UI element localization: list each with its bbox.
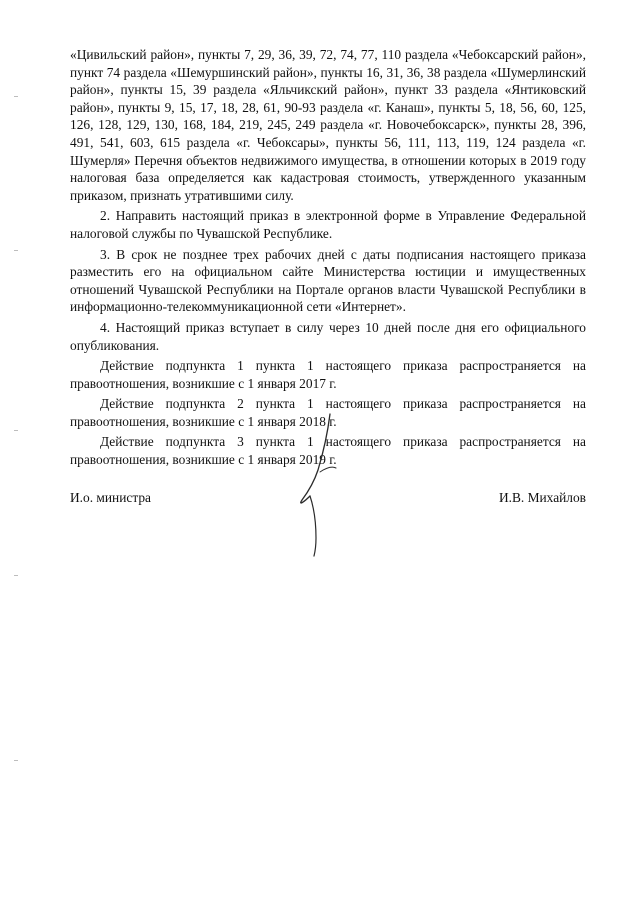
paragraph-effect-2019: Действие подпункта 3 пункта 1 настоящего приказа распространяется на правоотношения, возникшие с 1 января 2019 г.	[70, 434, 586, 468]
scan-margin-mark	[14, 760, 18, 761]
paragraph-continuation: «Цивильский район», пункты 7, 29, 36, 39, 72, 74, 77, 110 раздела «Чебоксарский район», пункт 74 раздела «Шемуршинский район», пункты 16, 31, 36, 38 раздела «Шумерлинский район», пункты 15, 39 раздела «Яльчикский район», пункт 33 раздела «Янтиковский район», пункты 9, 15, 17, 18, 28, 61, 90-93 раздела «г. Канаш», пункты 5, 18, 56, 60, 125, 126, 128, 129, 130, 168, 184, 219, 245, 249 раздела «г. Новочебоксарск», пункты 28, 396, 491, 541, 603, 615 раздела «г. Чебоксары», пункты 56, 111, 113, 119, 124 раздела «г. Шумерля» Перечня объектов недвижимого имущества, в отношении которых в 2019 году налоговая база определяется как кадастровая стоимость, утвержденного указанным приказом, признать утратившими силу.	[70, 47, 586, 203]
signer-name: И.В. Михайлов	[498, 490, 586, 505]
paragraph-item-2: 2. Направить настоящий приказ в электронной форме в Управление Федеральной налоговой службы по Чувашской Республике.	[70, 208, 586, 241]
paragraph-effect-2018: Действие подпункта 2 пункта 1 настоящего приказа распространяется на правоотношения, возникшие с 1 января 2018 г.	[70, 396, 586, 429]
scan-margin-mark	[14, 96, 18, 97]
signer-position: И.о. министра	[70, 490, 151, 505]
scan-margin-mark	[14, 250, 18, 251]
paragraph-effect-2017: Действие подпункта 1 пункта 1 настоящего приказа распространяется на правоотношения, возникшие с 1 января 2017 г.	[70, 358, 586, 391]
scan-margin-mark	[14, 430, 18, 431]
handwritten-signature	[290, 410, 350, 560]
paragraph-item-4: 4. Настоящий приказ вступает в силу через 10 дней после дня его официального опубликования.	[70, 319, 586, 353]
scan-margin-mark	[14, 575, 18, 576]
paragraph-item-3: 3. В срок не позднее трех рабочих дней с даты подписания настоящего приказа разместить его на официальном сайте Министерства юстиции и имущественных отношений Чувашской Республики на Портале органов власти Чувашской Республики в информационно-телекоммуникационной сети «Интернет».	[70, 246, 586, 315]
document-body	[70, 46, 586, 469]
